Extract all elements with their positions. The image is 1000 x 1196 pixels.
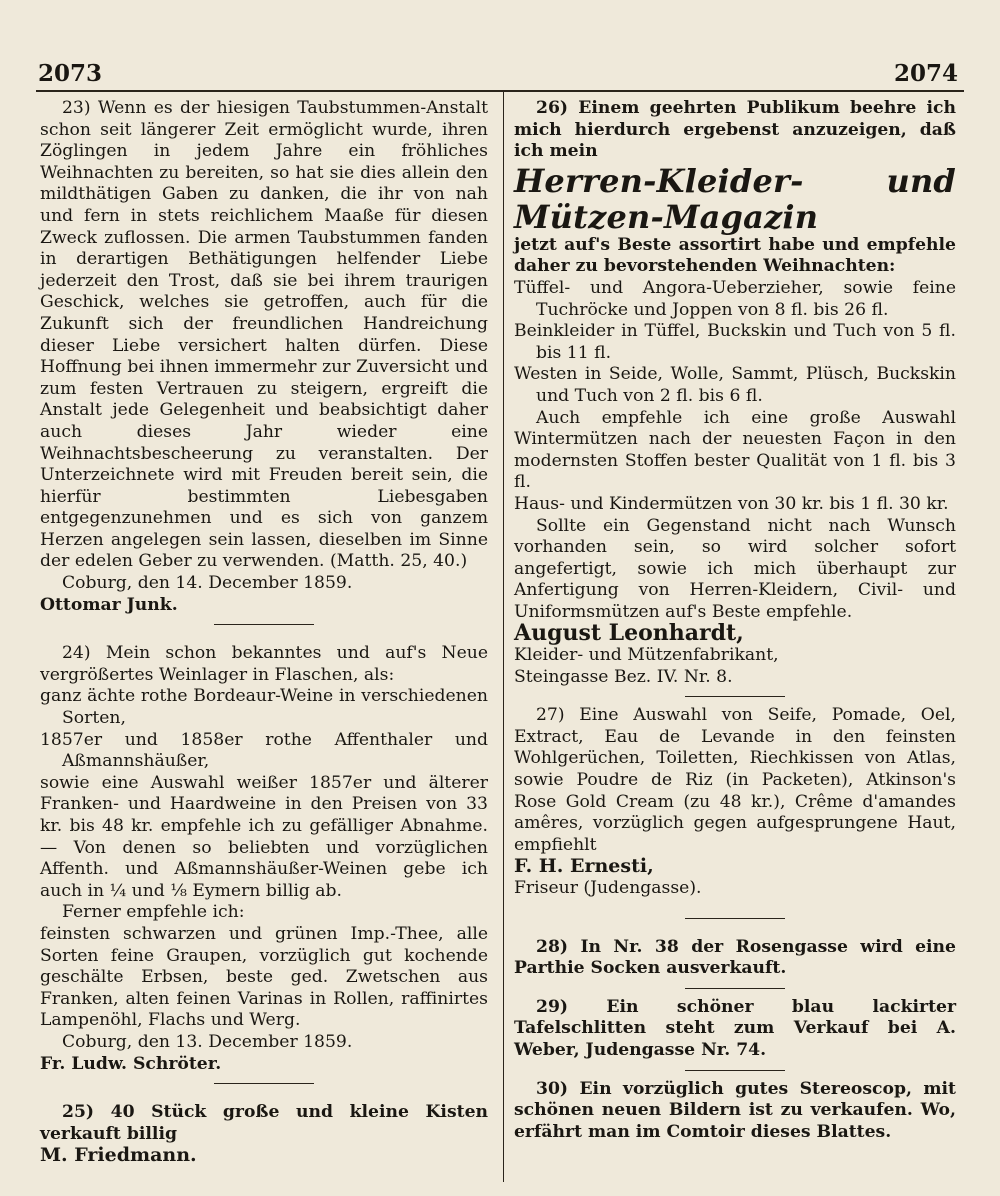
ad-26-body4: Westen in Seide, Wolle, Sammt, Plüsch, Buckskin und Tuch von 2 fl. bis 6 fl. xyxy=(514,364,956,406)
ad-28-text: 28) In Nr. 38 der Rosengasse wird eine Parthie Socken ausverkauft. xyxy=(514,936,956,979)
ad-23-text: 23) Wenn es der hiesigen Taubstummen-Anstalt schon seit längerer Zeit ermöglicht wurde, ihren Zöglingen in jedem Jahre ein fröhliches Weihnachten zu bereiten, so hat sie dies allein den mildthätigen Gaben zu danken, die ihr von nah und fern in stets reichlichem Maaße für diesen Zweck zuflossen. Die armen Taubstummen fanden in derartigen Bethätigungen helfender Liebe jederzeit den Trost, daß sie bei ihrem traurigen Geschick, welches sie getroffen, auch für die Zukunft sich der freundlichen Handreichung dieser Liebe versichert halten dürfen. Diese Hoffnung bei ihnen immermehr zur Zuversicht und zum festen Vertrauen zu steigern, ergreift die Anstalt jede Gelegenheit und beabsichtigt daher auch dieses Jahr wieder eine Weihnachtsbescheerung zu veranstalten. Der Unterzeichnete wird mit Freuden bereit sein, die hierfür bestimmten Liebesgaben entgegenzunehmen und es sich von ganzem Herzen angelegen sein lassen, dieselben im Sinne der edelen Geber zu verwenden. (Matth. 25, 40.) xyxy=(40,98,488,572)
separator-rule xyxy=(685,988,785,989)
ad-24-line5: feinsten schwarzen und grünen Imp.-Thee, alle Sorten feine Graupen, vorzüglich gut kochende geschälte Erbsen, beste ged. Zwetschen aus Franken, alten feinen Varinas in Rollen, raffinirtes Lampenöhl, Flachs und Werg. xyxy=(40,923,488,1031)
ad-26-body7: Sollte ein Gegenstand nicht nach Wunsch vorhanden sein, so wird solcher sofort angefertigt, sowie ich mich überhaupt zur Anfertigung von Herren-Kleidern, Civil- und Uniformsmützen auf's Beste empfehle. xyxy=(514,515,956,622)
ad-26-body5: Auch empfehle ich eine große Auswahl Wintermützen nach der neuesten Façon in den modernsten Stoffen bester Qualität von 1 fl. bis 3 fl. xyxy=(514,407,956,493)
ad-26-signature: August Leonhardt, xyxy=(514,620,744,647)
advertisement-24 xyxy=(40,643,488,1075)
ad-24-date: Coburg, den 13. December 1859. xyxy=(62,1031,353,1052)
ad-26-body3: Beinkleider in Tüffel, Buckskin und Tuch von 5 fl. bis 11 fl. xyxy=(514,321,956,363)
right-column xyxy=(514,98,956,1143)
separator-rule xyxy=(214,1083,314,1084)
ad-24-signature: Fr. Ludw. Schröter. xyxy=(40,1053,222,1074)
advertisement-23 xyxy=(40,98,488,616)
ad-26-body1: jetzt auf's Beste assortirt habe und empfehle daher zu bevorstehenden Weihnachten: xyxy=(514,234,956,277)
header-rule xyxy=(36,90,964,92)
advertisement-30 xyxy=(514,1079,956,1144)
advertisement-28 xyxy=(514,937,956,980)
advertisement-26 xyxy=(514,98,956,688)
ad-24-line3: sowie eine Auswahl weißer 1857er und älterer Franken- und Haardweine in den Preisen von 33 kr. bis 48 kr. empfehle ich zu gefälliger Abnahme. — Von denen so beliebten und vorzüglichen Affenth. und Aßmannshäußer-Weinen gebe ich auch in ¼ und ⅛ Eymern billig ab. xyxy=(40,772,488,901)
ad-27-signature: F. H. Ernesti, xyxy=(514,855,654,878)
advertisement-29 xyxy=(514,997,956,1062)
ad-26-intro: 26) Einem geehrten Publikum beehre ich mich hierdurch ergebenst anzuzeigen, daß ich mein xyxy=(514,98,956,162)
left-column xyxy=(40,98,488,1167)
separator-rule xyxy=(685,696,785,697)
page-number-left: 2073 xyxy=(38,60,103,87)
ad-26-sig-line2: Steingasse Bez. IV. Nr. 8. xyxy=(514,666,733,687)
advertisement-27 xyxy=(514,705,956,899)
ad-24-line4: Ferner empfehle ich: xyxy=(62,902,245,923)
ad-26-title: Herren-Kleider- und Mützen-Magazin xyxy=(514,161,956,236)
ad-23-signature: Ottomar Junk. xyxy=(40,594,178,615)
advertisement-25 xyxy=(40,1102,488,1167)
ad-27-text: 27) Eine Auswahl von Seife, Pomade, Oel, Extract, Eau de Levande in den feinsten Wohlgerüchen, Toiletten, Riechkissen von Atlas, sowie Poudre de Riz (in Packeten), Atkinson's Rose Gold Cream (zu 48 kr.), Crême d'amandes amêres, vorzüglich gegen aufgesprungene Haut, empfiehlt xyxy=(514,705,956,855)
ad-24-line2: 1857er und 1858er rothe Affenthaler und Aßmannshäußer, xyxy=(40,729,488,772)
ad-30-text: 30) Ein vorzüglich gutes Stereoscop, mit schönen neuen Bildern ist zu verkaufen. Wo, erfährt man im Comtoir dieses Blattes. xyxy=(514,1078,956,1142)
ad-24-intro: 24) Mein schon bekanntes und auf's Neue vergrößertes Weinlager in Flaschen, als: xyxy=(40,643,488,685)
separator-rule xyxy=(685,1070,785,1071)
separator-rule xyxy=(685,918,785,919)
ad-23-date: Coburg, den 14. December 1859. xyxy=(62,573,353,594)
page-number-right: 2074 xyxy=(893,60,958,87)
separator-rule xyxy=(214,624,314,625)
ad-25-text: 25) 40 Stück große und kleine Kisten verkauft billig xyxy=(40,1102,488,1144)
ad-29-text: 29) Ein schöner blau lackirter Tafelschlitten steht zum Verkauf bei A. Weber, Judengasse Nr. 74. xyxy=(514,996,956,1060)
ad-25-signature: M. Friedmann. xyxy=(40,1144,197,1167)
ad-26-body6: Haus- und Kindermützen von 30 kr. bis 1 fl. 30 kr. xyxy=(514,493,949,514)
ad-27-sig-line: Friseur (Judengasse). xyxy=(514,878,702,898)
ad-24-line1: ganz ächte rothe Bordeaur-Weine in verschiedenen Sorten, xyxy=(40,686,488,729)
ad-26-body2: Tüffel- und Angora-Ueberzieher, sowie feine Tuchröcke und Joppen von 8 fl. bis 26 fl. xyxy=(514,277,956,320)
ad-26-sig-line1: Kleider- und Mützenfabrikant, xyxy=(514,645,779,666)
column-divider xyxy=(503,92,504,1182)
